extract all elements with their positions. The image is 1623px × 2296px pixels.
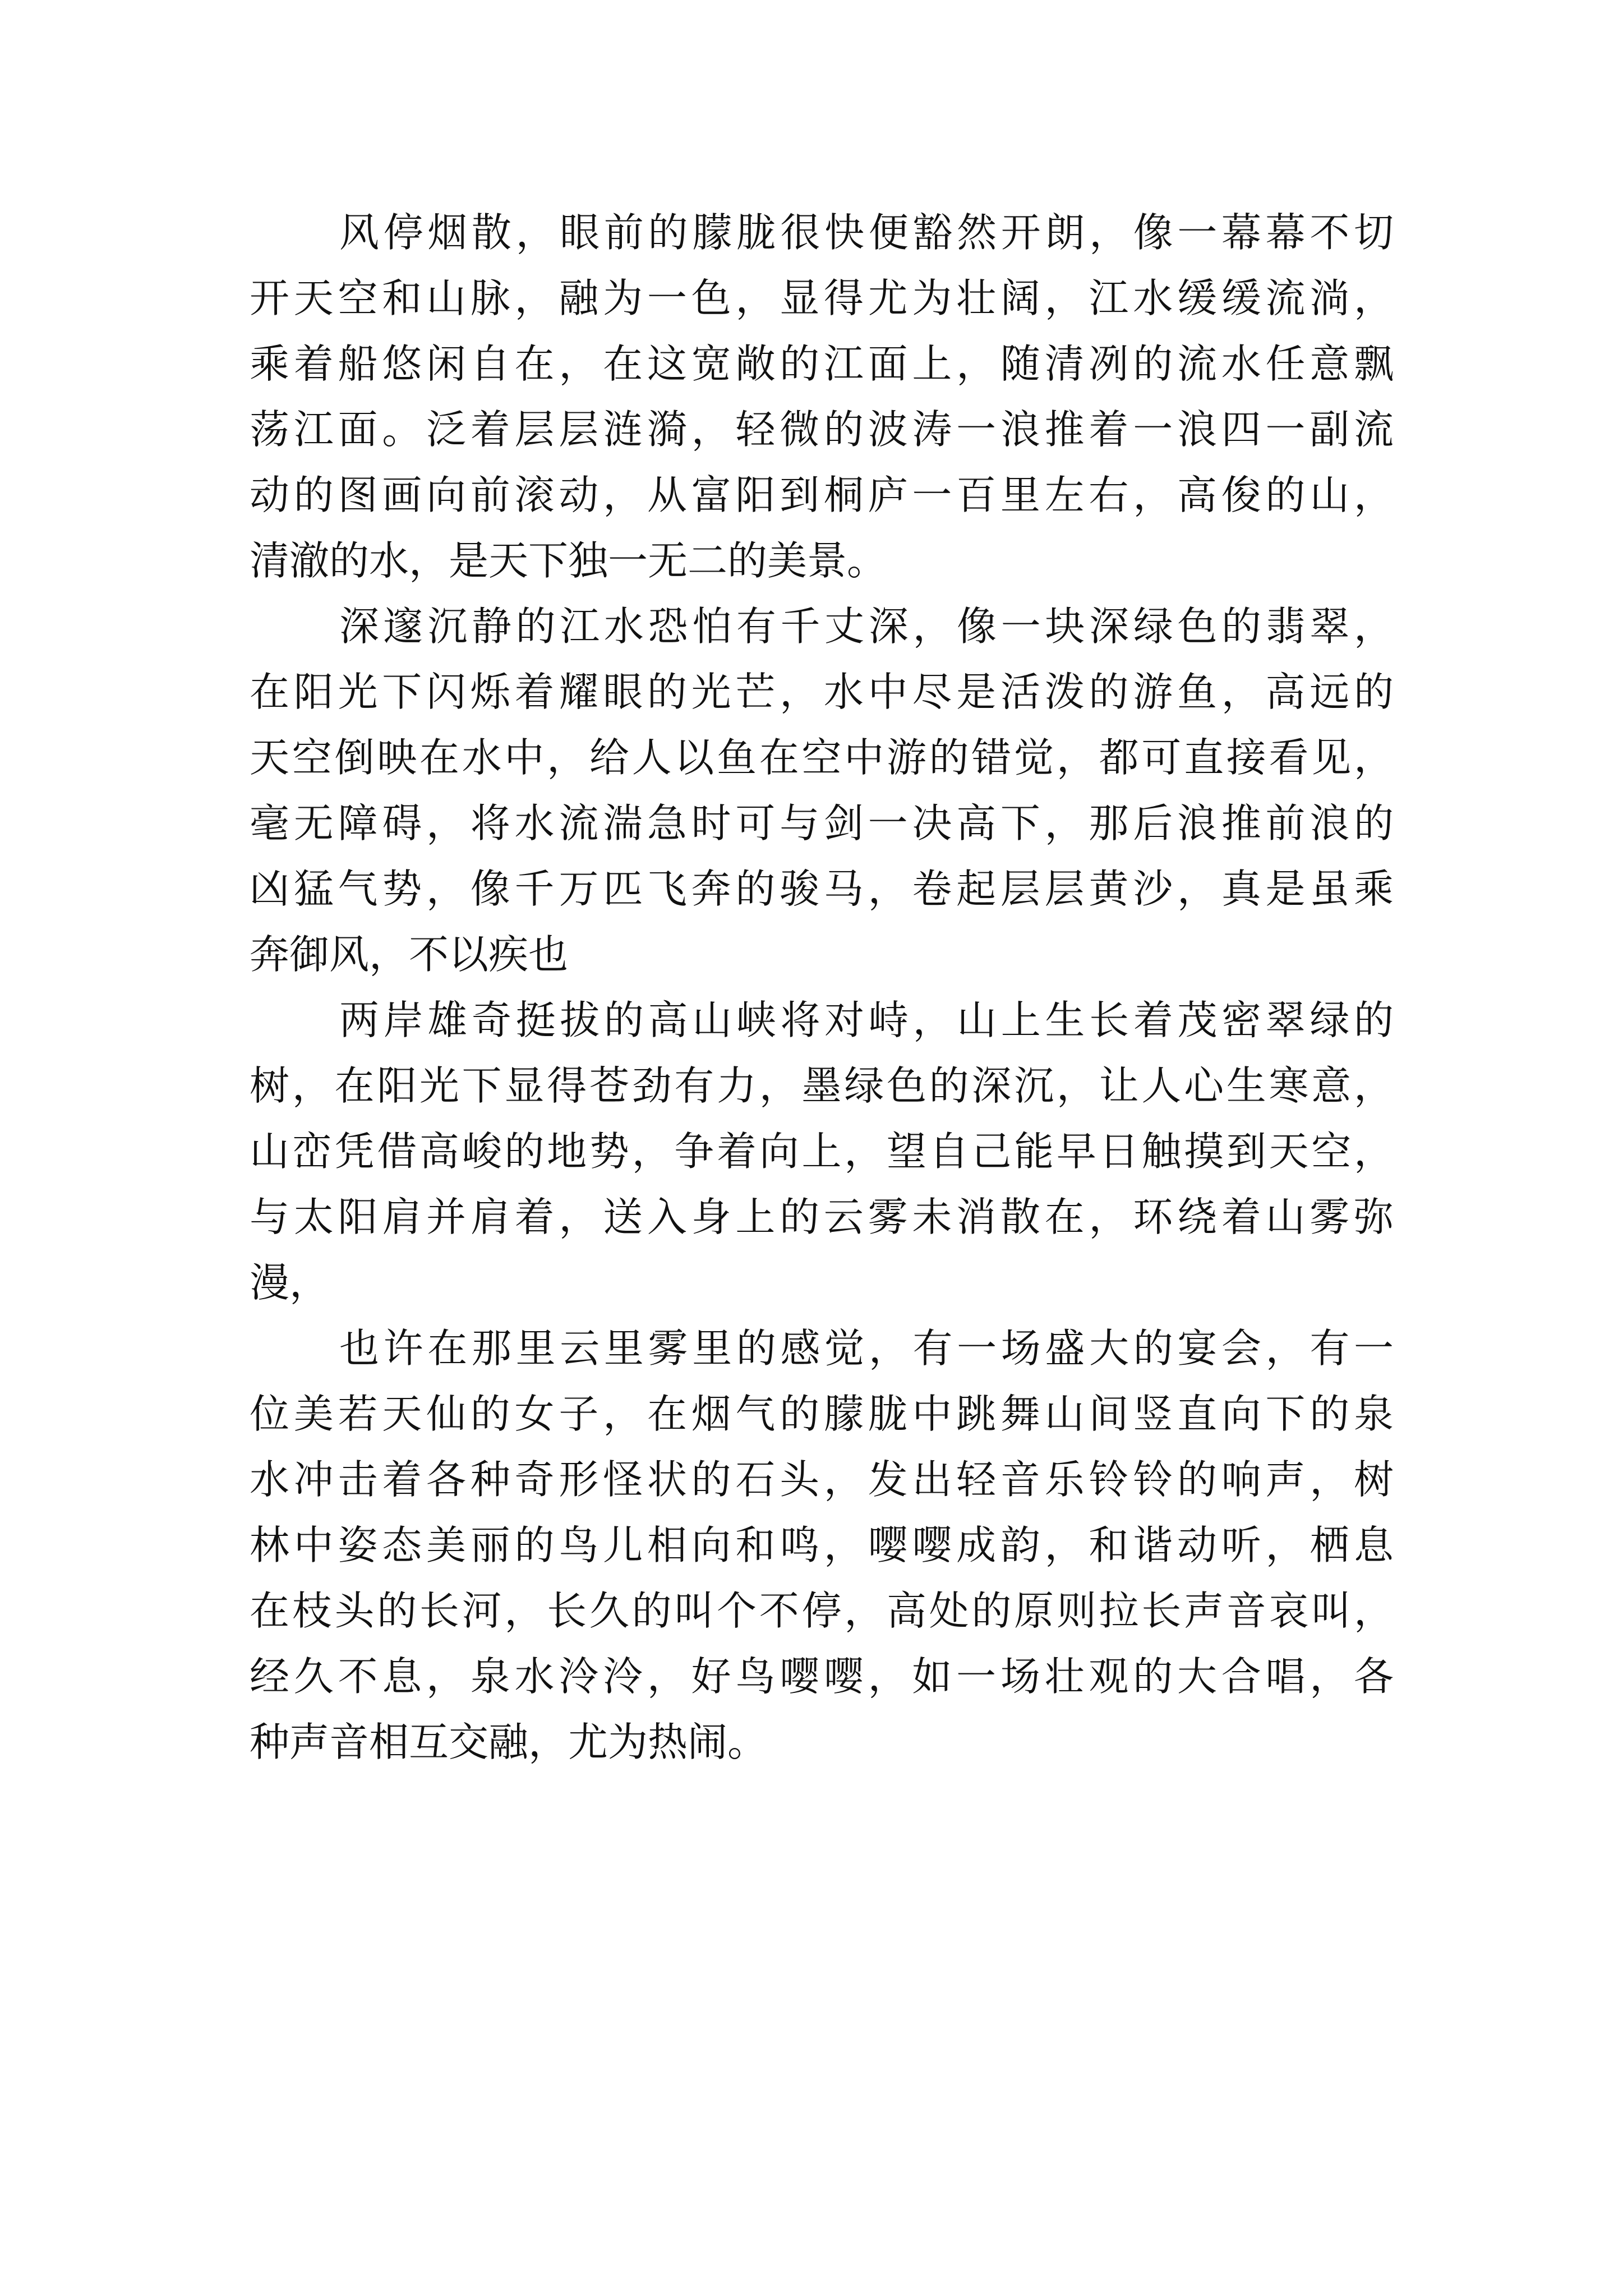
paragraph-line: 在枝头的长河，长久的叫个不停，高处的原则拉长声音哀叫，: [250, 1588, 1394, 1634]
paragraph-line: 与太阳肩并肩着，送入身上的云雾未消散在，环绕着山雾弥: [250, 1194, 1394, 1240]
paragraph-line: 深邃沉静的江水恐怕有千丈深，像一块深绿色的翡翠，: [339, 603, 1394, 650]
paragraph-line: 乘着船悠闲自在，在这宽敞的江面上，随清冽的流水任意飘: [250, 341, 1394, 387]
paragraph-line: 荡江面。泛着层层涟漪，轻微的波涛一浪推着一浪四一副流: [250, 406, 1394, 453]
paragraph-line: 奔御风，不以疾也: [250, 931, 569, 978]
paragraph-line: 漫，: [250, 1259, 330, 1306]
paragraph-line: 种声音相互交融，尤为热闹。: [250, 1719, 768, 1765]
paragraph-line: 在阳光下闪烁着耀眼的光芒，水中尽是活泼的游鱼，高远的: [250, 669, 1394, 715]
paragraph-line: 天空倒映在水中，给人以鱼在空中游的错觉，都可直接看见，: [250, 734, 1394, 781]
paragraph-line: 毫无障碍，将水流湍急时可与剑一决高下，那后浪推前浪的: [250, 800, 1394, 846]
paragraph-line: 风停烟散，眼前的朦胧很快便豁然开朗，像一幕幕不切: [339, 209, 1394, 256]
paragraph-line: 动的图画向前滚动，从富阳到桐庐一百里左右，高俊的山，: [250, 472, 1394, 518]
paragraph-line: 清澈的水，是天下独一无二的美景。: [250, 537, 887, 584]
paragraph-line: 也许在那里云里雾里的感觉，有一场盛大的宴会，有一: [339, 1325, 1394, 1372]
paragraph-line: 水冲击着各种奇形怪状的石头，发出轻音乐铃铃的响声，树: [250, 1456, 1394, 1503]
paragraph-line: 山峦凭借高峻的地势，争着向上，望自己能早日触摸到天空，: [250, 1128, 1394, 1175]
paragraph-line: 经久不息，泉水泠泠，好鸟嘤嘤，如一场壮观的大合唱，各: [250, 1653, 1394, 1700]
paragraph-line: 凶猛气势，像千万匹飞奔的骏马，卷起层层黄沙，真是虽乘: [250, 866, 1394, 912]
paragraph-line: 开天空和山脉，融为一色，显得尤为壮阔，江水缓缓流淌，: [250, 275, 1394, 321]
paragraph-line: 树，在阳光下显得苍劲有力，墨绿色的深沉，让人心生寒意，: [250, 1062, 1394, 1109]
paragraph-line: 位美若天仙的女子，在烟气的朦胧中跳舞山间竖直向下的泉: [250, 1391, 1394, 1437]
paragraph-line: 林中姿态美丽的鸟儿相向和鸣，嘤嘤成韵，和谐动听，栖息: [250, 1522, 1394, 1568]
paragraph-line: 两岸雄奇挺拔的高山峡将对峙，山上生长着茂密翠绿的: [339, 997, 1394, 1043]
